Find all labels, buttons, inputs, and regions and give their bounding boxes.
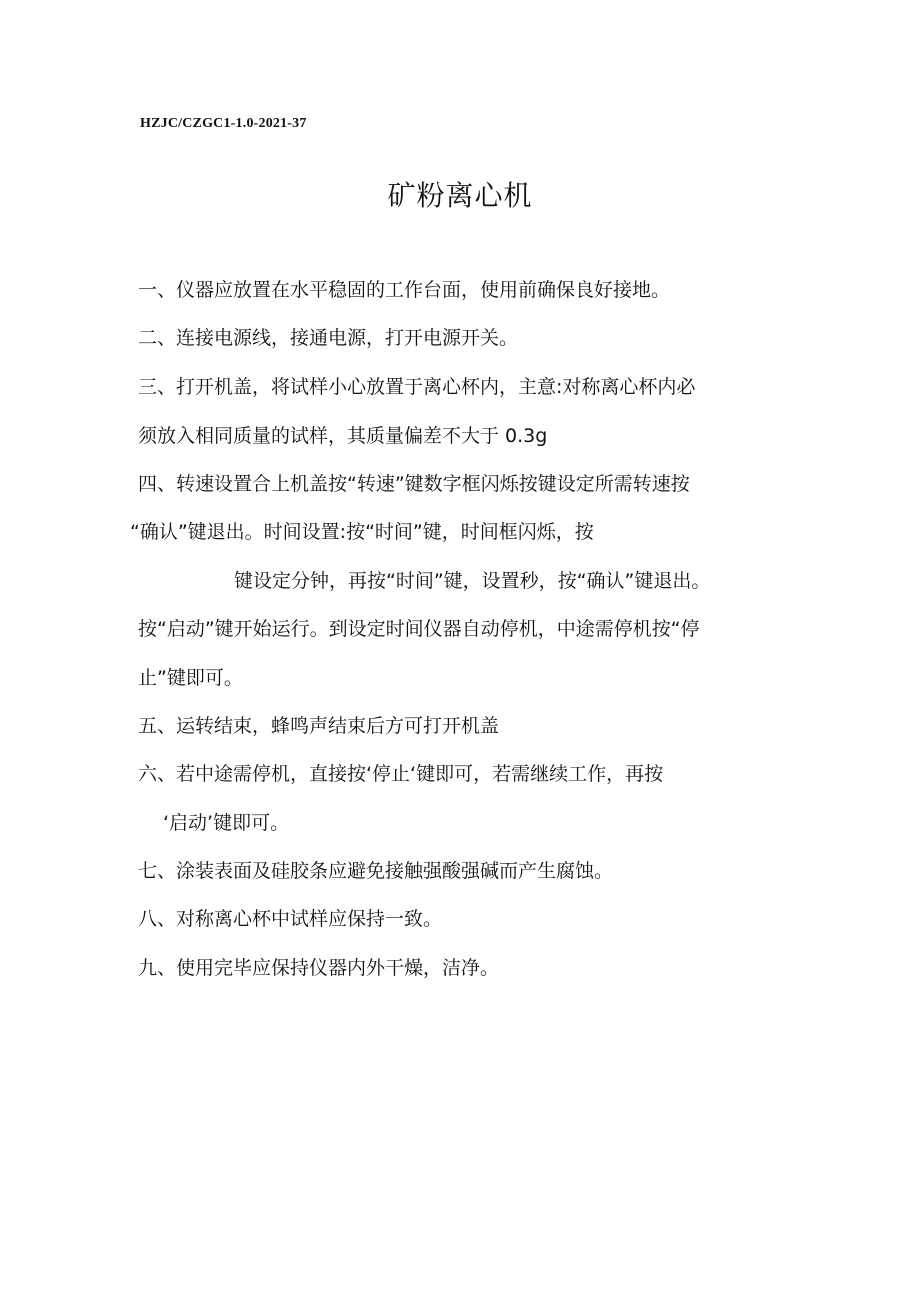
instruction-line-6: “确认”键退出。时间设置:按“时间”键，时间框闪烁，按: [130, 521, 594, 543]
instruction-line-11: 六、若中途需停机，直接按‘停止‘键即可，若需继续工作，再按: [138, 763, 664, 785]
page-title: 矿粉离心机: [387, 179, 533, 212]
instruction-line-9: 止”键即可。: [138, 667, 243, 689]
instruction-line-15: 九、使用完毕应保持仪器内外干燥，洁净。: [138, 957, 500, 979]
document-code: HZJC/CZGC1-1.0-2021-37: [140, 116, 307, 131]
instruction-line-13: 七、涂装表面及硅胶条应避免接触强酸强碱而产生腐蚀。: [138, 860, 614, 882]
instruction-line-5: 四、转速设置合上机盖按“转速”键数字框闪烁按键设定所需转速按: [138, 473, 690, 495]
instruction-line-4: 须放入相同质量的试样，其质量偏差不大于 0.3g: [138, 425, 548, 447]
instruction-line-2: 二、连接电源线，接通电源，打开电源开关。: [138, 327, 519, 349]
instruction-line-7: 键设定分钟，再按“时间”键，设置秒，按“确认”键退出。: [234, 570, 711, 592]
instruction-line-8: 按“启动”键开始运行。到设定时间仪器自动停机，中途需停机按“停: [138, 618, 700, 640]
instruction-line-3: 三、打开机盖，将试样小心放置于离心杯内，主意:对称离心杯内必: [138, 376, 696, 398]
instruction-line-12: ‘启动’键即可。: [163, 812, 290, 834]
instruction-line-10: 五、运转结束，蜂鸣声结束后方可打开机盖: [138, 715, 500, 737]
instruction-line-1: 一、仪器应放置在水平稳固的工作台面，使用前确保良好接地。: [138, 279, 671, 301]
instruction-line-14: 八、对称离心杯中试样应保持一致。: [138, 908, 443, 930]
